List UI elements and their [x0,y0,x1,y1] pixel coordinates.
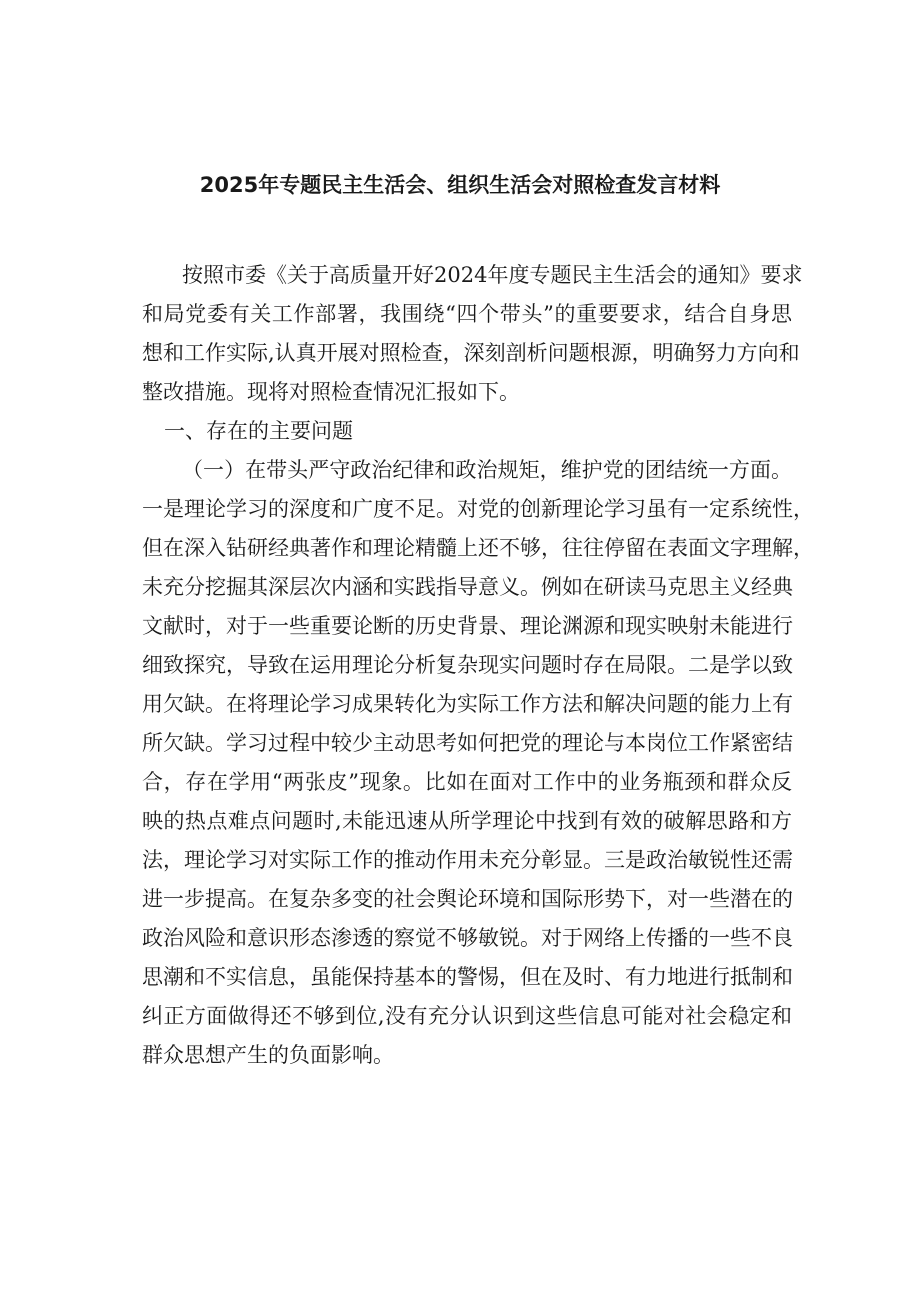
body-line: 文献时，对于一些重要论断的历史背景、理论渊源和现实映射未能进行 [142,614,793,638]
intro-line: 整改措施。现将对照检查情况汇报如下。 [142,380,520,404]
body-line: 未充分挖掘其深层次内涵和实践指导意义。例如在研读马克思主义经典 [142,575,793,599]
body-line: 法，理论学习对实际工作的推动作用未充分彰显。三是政治敏锐性还需 [142,848,793,872]
body-line: 映的热点难点问题时,未能迅速从所学理论中找到有效的破解思路和方 [142,809,792,833]
section-heading: 一、存在的主要问题 [164,419,353,443]
body-line: 纠正方面做得还不够到位,没有充分认识到这些信息可能对社会稳定和 [142,1004,792,1028]
body-line: 思潮和不实信息，虽能保持基本的警惕，但在及时、有力地进行抵制和 [142,965,793,989]
intro-line: 想和工作实际,认真开展对照检查，深刻剖析问题根源，明确努力方向和 [142,341,800,365]
intro-line: 按照市委《关于高质量开好2024年度专题民主生活会的通知》要求 [182,263,803,287]
body-line: 进一步提高。在复杂多变的社会舆论环境和国际形势下，对一些潜在的 [142,887,793,911]
body-line: 政治风险和意识形态渗透的察觉不够敏锐。对于网络上传播的一些不良 [142,926,793,950]
body-line: 合，存在学用“两张皮”现象。比如在面对工作中的业务瓶颈和群众反 [142,770,792,794]
body-line: 所欠缺。学习过程中较少主动思考如何把党的理论与本岗位工作紧密结 [142,731,793,755]
body-line: 但在深入钻研经典著作和理论精髓上还不够，往往停留在表面文字理解， [142,536,814,560]
body-line: 群众思想产生的负面影响。 [142,1043,394,1067]
document-title: 2025年专题民主生活会、组织生活会对照检查发言材料 [199,173,721,197]
body-line: 一是理论学习的深度和广度不足。对党的创新理论学习虽有一定系统性， [142,497,814,521]
body-line: 细致探究，导致在运用理论分析复杂现实问题时存在局限。二是学以致 [142,653,793,677]
document-body [142,256,814,1075]
subsection-heading: （一）在带头严守政治纪律和政治规矩，维护党的团结统一方面。 [182,458,792,482]
intro-line: 和局党委有关工作部署，我围绕“四个带头”的重要要求，结合自身思 [142,302,792,326]
body-line: 用欠缺。在将理论学习成果转化为实际工作方法和解决问题的能力上有 [142,692,793,716]
